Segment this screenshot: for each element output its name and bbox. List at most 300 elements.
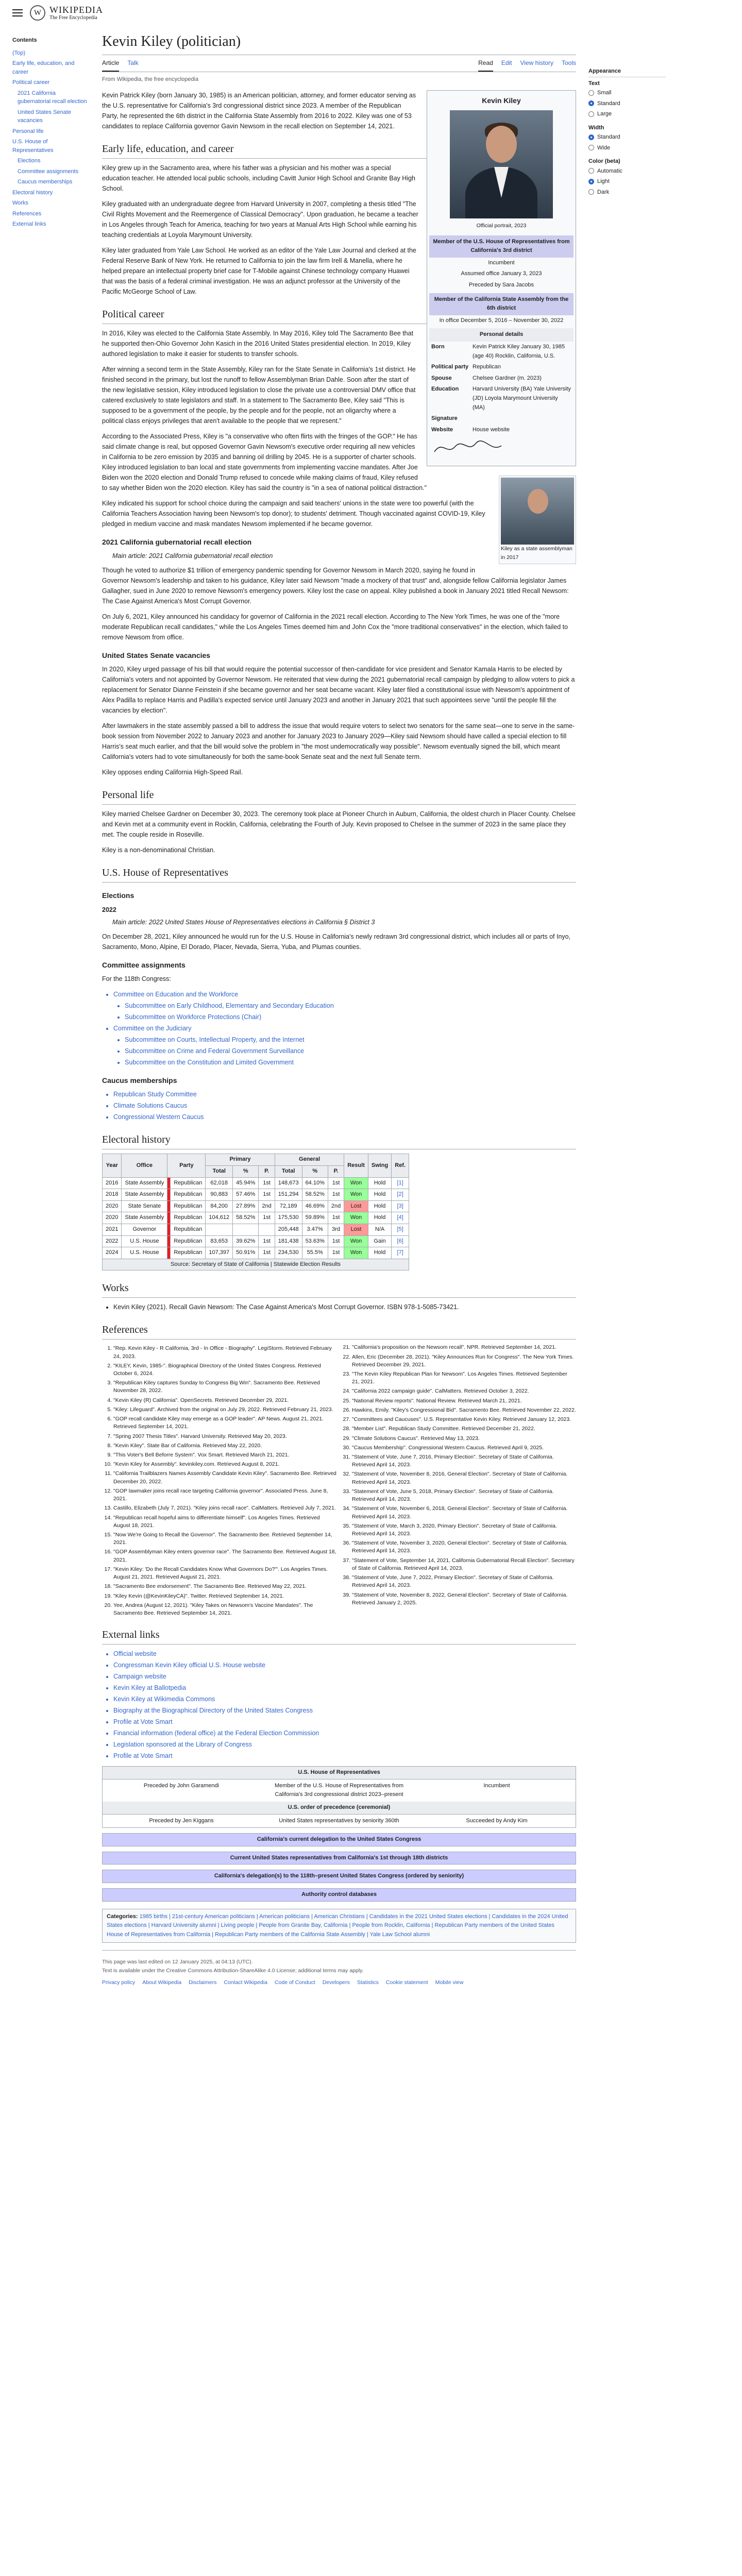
- reference-item[interactable]: 28. "Member List". Republican Study Committee. Retrieved December 21, 2022.: [352, 1425, 576, 1433]
- cell-value: 58.52%: [233, 1212, 259, 1224]
- cell-swing: Hold: [368, 1212, 391, 1224]
- toc-item[interactable]: Elections: [18, 158, 41, 164]
- radio-button-icon: [588, 179, 594, 184]
- table-subheader: %: [233, 1166, 259, 1178]
- tab-view-history[interactable]: View history: [520, 59, 553, 66]
- section-heading-personal-life: Personal life: [102, 787, 576, 805]
- assembly-photo[interactable]: [499, 476, 576, 564]
- category-item[interactable]: | Republican Party members of the California State Assembly: [210, 1931, 365, 1938]
- reference-item[interactable]: 19. "Kiley Kevin (@KevinKileyCA)". Twitter. Retrieved September 14, 2021.: [113, 1592, 338, 1600]
- toc-item[interactable]: Caucus memberships: [18, 179, 73, 185]
- toc-item[interactable]: United States Senate vacancies: [18, 109, 71, 124]
- infobox-row: [429, 425, 574, 436]
- portrait-photo[interactable]: [450, 110, 553, 218]
- cell-party[interactable]: Republican: [171, 1235, 206, 1247]
- reference-item[interactable]: 10. "Kevin Kiley for Assembly". kevinkiley.com. Retrieved August 8, 2021.: [113, 1461, 338, 1468]
- cell-party[interactable]: Republican: [171, 1177, 206, 1189]
- personal-details-band: Personal details: [429, 328, 574, 342]
- senate-paragraph: In 2020, Kiley urged passage of his bill that would require the potential successor of then-candidate for vice president and Senator Kamala Harris to be elected by California's voters and not appointed by Governor Newsom. He reiterated that view during the 2021 gubernatorial recall campaign by pledging to allow voters to pick a replacement for Senator Dianne Feinstein if she became governor and her seat became vacant. Kiley later filed a constitutional issue with Newsom's appointment of Alex Padilla to replace Harris and Padilla's expected service until January 2023 and another in January 2021 that such appointees serve "until the people fill the vacancies by election".: [102, 666, 575, 715]
- committee-item[interactable]: • Subcommittee on Courts, Intellectual Property, and the Internet: [125, 1035, 576, 1045]
- succession-preceded[interactable]: Preceded by John Garamendi: [103, 1779, 260, 1802]
- section-heading-committees: Committee assignments: [102, 960, 185, 969]
- infobox-incumbent: Incumbent: [488, 259, 515, 266]
- radio-button-icon: [588, 111, 594, 117]
- external-link-item[interactable]: • Legislation sponsored at the Library of Congress: [113, 1739, 576, 1750]
- cell-value: 1st: [328, 1247, 344, 1259]
- cell-result: Won: [344, 1189, 368, 1201]
- cell-office[interactable]: U.S. House: [122, 1247, 167, 1259]
- table-header: Swing: [368, 1154, 391, 1177]
- toc-item[interactable]: Political career: [12, 79, 50, 86]
- cell-party[interactable]: Republican: [171, 1189, 206, 1201]
- reference-item[interactable]: 13. Castillo, Elizabeth (July 7, 2021). "Kiley joins recall race". CalMatters. Retrieved July 7, 2021.: [113, 1504, 338, 1512]
- reference-item[interactable]: 12. "GOP lawmaker joins recall race targeting California governor". Associated Press. June 8, 2021.: [113, 1487, 338, 1503]
- cell-ref[interactable]: [5]: [392, 1224, 409, 1236]
- category-item[interactable]: | Living people: [216, 1922, 255, 1929]
- cell-value: 1st: [328, 1212, 344, 1224]
- cell-swing: Hold: [368, 1247, 391, 1259]
- toc-item[interactable]: Early life, education, and career: [12, 60, 75, 75]
- committee-intro: For the 118th Congress:: [102, 975, 171, 983]
- external-link-item[interactable]: • Kevin Kiley at Ballotpedia: [113, 1683, 576, 1693]
- table-header: Ref.: [392, 1154, 409, 1177]
- section-heading-electoral-history: Electoral history: [102, 1131, 576, 1149]
- portrait-caption: Official portrait, 2023: [476, 222, 527, 229]
- reference-item[interactable]: 31. "Statement of Vote, June 7, 2016, Primary Election". Secretary of State of California. Retrieved April 14, 2023.: [352, 1453, 576, 1469]
- committee-item[interactable]: • Subcommittee on Workforce Protections (Chair): [125, 1012, 576, 1022]
- cell-value: 107,397: [206, 1247, 233, 1259]
- cell-value: 57.46%: [233, 1189, 259, 1201]
- navbox: [102, 1888, 576, 1902]
- cell-ref[interactable]: [1]: [392, 1177, 409, 1189]
- footer-link[interactable]: Code of Conduct: [274, 1979, 315, 1986]
- infobox-assumed: Assumed office January 3, 2023: [461, 270, 542, 277]
- infobox-row-value: Republican: [473, 364, 501, 370]
- footer-link[interactable]: Disclaimers: [189, 1979, 217, 1986]
- footer-link[interactable]: Statistics: [357, 1979, 379, 1986]
- reference-item[interactable]: 14. "Republican recall hopeful aims to differentiate himself". Los Angeles Times. Retrieved August 18, 2021.: [113, 1514, 338, 1530]
- radio-button-icon: [588, 189, 594, 195]
- cell-party[interactable]: Republican: [171, 1247, 206, 1259]
- navbox-title[interactable]: California's delegation(s) to the 118th–present United States Congress (ordered by seniority): [103, 1870, 576, 1883]
- personal-life-paragraph: Kiley is a non-denominational Christian.: [102, 846, 215, 854]
- signature-image: [429, 437, 507, 458]
- text-size-option[interactable]: [588, 88, 666, 98]
- toc-item[interactable]: Electoral history: [12, 189, 53, 196]
- reference-item[interactable]: 38. "Statement of Vote, June 7, 2022, Primary Election". Secretary of State of California. Retrieved April 14, 2023.: [352, 1574, 576, 1589]
- table-subheader: Total: [206, 1166, 233, 1178]
- cell-party[interactable]: Republican: [171, 1200, 206, 1212]
- reference-item[interactable]: 7. "Spring 2007 Thesis Titles". Harvard University. Retrieved May 20, 2023.: [113, 1433, 338, 1440]
- category-item[interactable]: | Yale Law School alumni: [365, 1931, 430, 1938]
- cell-value: 46.69%: [302, 1200, 328, 1212]
- infobox-title: Kevin Kiley: [482, 96, 521, 105]
- infobox-row: [429, 373, 574, 384]
- external-link-item[interactable]: • Profile at Vote Smart: [113, 1751, 576, 1761]
- cell-ref[interactable]: [3]: [392, 1200, 409, 1212]
- reference-item[interactable]: 4. "Kevin Kiley (R) California". OpenSecrets. Retrieved December 29, 2021.: [113, 1397, 338, 1404]
- category-item[interactable]: | Republican Party members of the United States House of Representatives from California: [107, 1922, 554, 1938]
- table-row: [103, 1189, 409, 1201]
- cell-value: [233, 1224, 259, 1236]
- succession-box: [102, 1766, 576, 1828]
- text-size-option[interactable]: [588, 98, 666, 109]
- personal-life-paragraph: Kiley married Chelsee Gardner on December 30, 2023. The ceremony took place at Pioneer Church in Auburn, California, the oldest church in Placer County. Chelsee and Kevin met at a community event in Rocklin, California, celebrating the Fourth of July. Kevin proposed to Chelsee in the summer of 2023 in the same place they met. The couple reside in Roseville.: [102, 810, 576, 839]
- cell-value: 64.10%: [302, 1177, 328, 1189]
- reference-item[interactable]: 16. "GOP Assemblyman Kiley enters governor race". The Sacramento Bee. Retrieved August 18, 2021.: [113, 1548, 338, 1564]
- caucus-item[interactable]: • Republican Study Committee: [113, 1089, 576, 1099]
- category-item[interactable]: | Candidates in the 2024 United States elections: [107, 1913, 568, 1929]
- cell-value: 148,673: [275, 1177, 302, 1189]
- logo-tagline: The Free Encyclopedia: [49, 15, 97, 21]
- cell-swing: Hold: [368, 1200, 391, 1212]
- footer-link[interactable]: Privacy policy: [102, 1979, 136, 1986]
- early-life-paragraph: Kiley later graduated from Yale Law School. He worked as an editor of the Yale Law Journal and clerked at the Federal Reserve Bank of New York. He returned to California to join the law firm Irell & Manella, where he helped prepare an intellectual property brief case for T-Mobile against Chinese technology company Huawei that was the basis of a federal criminal investigation. He was an adjunct professor at the University of the Pacific McGeorge School of Law.: [102, 246, 416, 295]
- color-option[interactable]: [588, 166, 666, 177]
- reference-item[interactable]: 15. "Now We're Going to Recall the Governor". The Sacramento Bee. Retrieved September 14, 2021.: [113, 1531, 338, 1547]
- table-header: Year: [103, 1154, 122, 1177]
- succession-title: U.S. House of Representatives: [103, 1767, 576, 1779]
- table-subheader: P.: [328, 1166, 344, 1178]
- navbox-title[interactable]: Authority control databases: [103, 1889, 576, 1901]
- reference-item[interactable]: 9. "This Voter's Bell Beforre System". Vox Smart. Retrieved March 21, 2021.: [113, 1451, 338, 1459]
- cell-value: 1st: [328, 1177, 344, 1189]
- table-header: Party: [167, 1154, 206, 1177]
- political-career-paragraph: After winning a second term in the State Assembly, Kiley ran for the State Senate in California's 1st district. He finished second in the primary, but lost the runoff to fellow Assemblyman Brian Dahle. Soon after the start of the new legislative session, Kiley introduced legislation to close the private use a controversial DMV office that catered exclusively to state legislators and staff. In a statement to The Sacramento Bee, Kiley said "This is supposed to be a government of the people, by the people and for the people, not an oligarchy where a political class enjoys privileges that aren't available to the people that we represent.": [102, 365, 416, 425]
- reference-item[interactable]: 25. "National Review reports". National Review. Retrieved March 21, 2021.: [352, 1397, 576, 1405]
- infobox-office[interactable]: Member of the U.S. House of Representatives from California's 3rd district: [429, 235, 574, 258]
- main-content: [102, 26, 576, 1994]
- reference-item[interactable]: 32. "Statement of Vote, November 8, 2016, General Election". Secretary of State of California. Retrieved April 14, 2023.: [352, 1470, 576, 1486]
- text-size-option[interactable]: [588, 109, 666, 120]
- reference-item[interactable]: 22. Allen, Eric (December 28, 2021). "Kiley Announces Run for Congress". The New York Times. Retrieved December 29, 2021.: [352, 1353, 576, 1369]
- reference-item[interactable]: 26. Hawkins, Emily. "Kiley's Congressional Bid". Sacramento Bee. Retrieved November 22, 2022.: [352, 1406, 576, 1414]
- navbox-title[interactable]: Current United States representatives from California's 1st through 18th districts: [103, 1852, 576, 1865]
- infobox-row-value: Chelsee Gardner (m. 2023): [473, 375, 542, 381]
- infobox-row: [429, 362, 574, 373]
- category-item[interactable]: 1985 births: [139, 1913, 168, 1920]
- color-option[interactable]: [588, 176, 666, 187]
- reference-item[interactable]: 34. "Statement of Vote, November 6, 2018, General Election". Secretary of State of California. Retrieved April 14, 2023.: [352, 1505, 576, 1520]
- cell-year[interactable]: 2021: [103, 1224, 122, 1236]
- recall-paragraph: On July 6, 2021, Kiley announced his candidacy for governor of California in the 2021 recall election. According to The New York Times, he was one of the "more moderate Republican recall candidates," while the Los Angeles Times deemed him and John Cox the "more traditional conservatives" in the election, which failed to remove Newsom from office.: [102, 613, 568, 641]
- appearance-title: Appearance: [588, 67, 666, 77]
- footer-link[interactable]: Cookie statement: [385, 1979, 428, 1986]
- table-row: [103, 1235, 409, 1247]
- infobox-row-label: Education: [431, 386, 459, 393]
- radio-button-icon: [588, 134, 594, 140]
- page-tabs: [102, 55, 576, 72]
- cell-office[interactable]: U.S. House: [122, 1235, 167, 1247]
- cell-year[interactable]: 2016: [103, 1177, 122, 1189]
- cell-value: 1st: [259, 1235, 275, 1247]
- last-modified: This page was last edited on 12 January 2025, at 04:13 (UTC).: [102, 1959, 253, 1965]
- succession-succeeded-2[interactable]: Succeeded by Andy Kim: [418, 1814, 576, 1828]
- political-career-paragraph: According to the Associated Press, Kiley is "a conservative who often flirts with the fringes of the GOP." He has said climate change is real, but opposed Governor Gavin Newsom's executive order requiring all new vehicles in California to be zero emission by 2035 and banning oil drilling by 2045. He is a supporter of charter schools. Kiley introduced legislation to ban local and state governments from implementing vaccine mandates. After Joe Biden won the 2020 election and Donald Trump refused to concede while making claims of fraud, Kiley refused to say whether Biden won the 2020 election. Kiley has said the country is "in a sea of national political distraction.": [102, 432, 427, 492]
- toc-item[interactable]: 2021 California gubernatorial recall election: [18, 90, 87, 105]
- cell-ref[interactable]: [7]: [392, 1247, 409, 1259]
- cell-value: 1st: [328, 1235, 344, 1247]
- cell-value: 234,530: [275, 1247, 302, 1259]
- cell-swing: Hold: [368, 1177, 391, 1189]
- cell-value: 83,653: [206, 1235, 233, 1247]
- reference-item[interactable]: 23. "The Kevin Kiley Republican Plan for Newsom". Los Angeles Times. Retrieved September 21, 2021.: [352, 1370, 576, 1386]
- reference-item[interactable]: 3. "Republican Kiley captures Sunday to Congress Big Win". Sacramento Bee. Retrieved November 28, 2022.: [113, 1379, 338, 1395]
- reference-item[interactable]: 2. "KILEY, Kevin, 1985-". Biographical Directory of the United States Congress. Retrieved October 6, 2024.: [113, 1362, 338, 1378]
- section-heading-senate: United States Senate vacancies: [102, 651, 211, 659]
- width-option[interactable]: [588, 143, 666, 154]
- cell-value: 59.89%: [302, 1212, 328, 1224]
- navbox-title[interactable]: California's current delegation to the United States Congress: [103, 1834, 576, 1846]
- cell-office[interactable]: State Assembly: [122, 1177, 167, 1189]
- toc-item[interactable]: Committee assignments: [18, 168, 78, 175]
- color-option[interactable]: [588, 187, 666, 198]
- logo-wordmark: WIKIPEDIA: [49, 4, 103, 15]
- color-option-label: Automatic: [597, 167, 622, 174]
- table-row: [103, 1177, 409, 1189]
- tab-read[interactable]: Read: [478, 58, 493, 72]
- cell-value: 151,294: [275, 1189, 302, 1201]
- cell-year[interactable]: 2018: [103, 1189, 122, 1201]
- width-option[interactable]: [588, 132, 666, 143]
- article-body: [102, 90, 576, 1994]
- cell-value: 58.52%: [302, 1189, 328, 1201]
- cell-value: 45.94%: [233, 1177, 259, 1189]
- toc-item[interactable]: Works: [12, 200, 28, 206]
- cell-result: Won: [344, 1235, 368, 1247]
- succession-office[interactable]: Member of the U.S. House of Representatives from California's 3rd congressional district 2023–present: [260, 1779, 418, 1802]
- radio-button-icon: [588, 100, 594, 106]
- caucus-item[interactable]: • Climate Solutions Caucus: [113, 1100, 576, 1111]
- reference-item[interactable]: 21. "California's proposition on the Newsom recall". NPR. Retrieved September 14, 2021.: [352, 1344, 576, 1351]
- cell-ref[interactable]: [2]: [392, 1189, 409, 1201]
- cell-value: 72,189: [275, 1200, 302, 1212]
- reference-item[interactable]: 5. "Kiley: Lifeguard". Archived from the original on July 29, 2022. Retrieved February 21, 2023.: [113, 1406, 338, 1414]
- cell-year[interactable]: 2020: [103, 1212, 122, 1224]
- text-size-label: Text: [588, 80, 600, 87]
- reference-item[interactable]: 35. "Statement of Vote, March 3, 2020, Primary Election". Secretary of State of California. Retrieved April 14, 2023.: [352, 1522, 576, 1538]
- cell-office[interactable]: Governor: [122, 1224, 167, 1236]
- category-item[interactable]: | Candidates in the 2021 United States elections: [364, 1913, 487, 1920]
- main-menu-icon[interactable]: [12, 9, 23, 16]
- license-note[interactable]: Text is available under the Creative Commons Attribution-ShareAlike 4.0 License; additional terms may apply.: [102, 1968, 364, 1974]
- reference-item[interactable]: 33. "Statement of Vote, June 5, 2018, Primary Election". Secretary of State of California. Retrieved April 14, 2023.: [352, 1488, 576, 1503]
- infobox-row: [429, 342, 574, 362]
- committee-item[interactable]: • Subcommittee on Crime and Federal Government Surveillance: [125, 1046, 576, 1056]
- category-item[interactable]: | 21st-century American politicians: [167, 1913, 255, 1920]
- cell-value: 90,883: [206, 1189, 233, 1201]
- assembly-photo-caption: Kiley as a state assemblyman in 2017: [501, 545, 572, 561]
- section-heading-references: References: [102, 1321, 576, 1340]
- toc-item[interactable]: References: [12, 210, 42, 217]
- toc-title: Contents: [12, 37, 37, 43]
- reference-item[interactable]: 24. "California 2022 campaign guide". CalMatters. Retrieved October 3, 2022.: [352, 1387, 576, 1395]
- reference-item[interactable]: 29. "Climate Solutions Caucus". Retrieved May 13, 2023.: [352, 1435, 576, 1443]
- section-heading-recall: 2021 California gubernatorial recall election: [102, 537, 252, 546]
- navbox: [102, 1852, 576, 1865]
- infobox-row-label: Spouse: [431, 375, 452, 381]
- radio-button-icon: [588, 90, 594, 96]
- table-subheader: P.: [259, 1166, 275, 1178]
- footer-link[interactable]: About Wikipedia: [142, 1979, 182, 1986]
- external-link-item[interactable]: • Campaign website: [113, 1671, 576, 1682]
- reference-item[interactable]: 17. "Kevin Kiley: 'Do the Recall Candidates Know What Governors Do?'". Los Angeles Times. August 21, 2021. Retrieved August 21, 2021.: [113, 1566, 338, 1581]
- section-heading-early-life: Early life, education, and career: [102, 141, 576, 159]
- category-item[interactable]: | Harvard University alumni: [146, 1922, 216, 1929]
- category-item[interactable]: | American Christians: [309, 1913, 365, 1920]
- cell-value: 2nd: [259, 1200, 275, 1212]
- site-header: [0, 0, 742, 26]
- footer-link[interactable]: Mobile view: [435, 1979, 464, 1986]
- cell-value: 27.89%: [233, 1200, 259, 1212]
- succession-preceded-2[interactable]: Preceded by Jen Kiggans: [103, 1814, 260, 1828]
- senate-paragraph: Kiley opposes ending California High-Speed Rail.: [102, 769, 243, 776]
- table-header: Primary: [206, 1154, 275, 1166]
- committee-item[interactable]: • Subcommittee on Early Childhood, Elementary and Secondary Education: [125, 1001, 576, 1011]
- electoral-history-table: [102, 1154, 409, 1270]
- committee-item[interactable]: • Subcommittee on the Constitution and Limited Government: [125, 1057, 576, 1067]
- cell-value: [206, 1224, 233, 1236]
- cell-value: 175,530: [275, 1212, 302, 1224]
- external-link-item[interactable]: • Kevin Kiley at Wikimedia Commons: [113, 1694, 576, 1704]
- categories-label: Categories:: [107, 1913, 138, 1920]
- electoral-source[interactable]: Source: Secretary of State of California | Statewide Election Results: [103, 1259, 409, 1270]
- cell-value: 3rd: [328, 1224, 344, 1236]
- cell-value: 205,448: [275, 1224, 302, 1236]
- political-career-paragraph: Kiley indicated his support for school choice during the campaign and said teachers' unions in the state were too powerful (with the California Teachers Association having been Newsom's top donor); to students' detriment. Though vaccinated against COVID-19, Kiley pledged in medium vaccine and mask mandates Newsom implemented if he became governor.: [102, 499, 485, 528]
- reference-item[interactable]: 18. "Sacramento Bee endorsement". The Sacramento Bee. Retrieved May 22, 2021.: [113, 1583, 338, 1590]
- reference-item[interactable]: 30. "Caucus Membership". Congressional Western Caucus. Retrieved April 9, 2025.: [352, 1444, 576, 1452]
- external-link-item[interactable]: • Official website: [113, 1649, 576, 1659]
- text-size-option-label: Large: [597, 111, 612, 117]
- cell-party[interactable]: Republican: [171, 1212, 206, 1224]
- table-of-contents: [12, 26, 90, 1994]
- cell-year[interactable]: 2020: [103, 1200, 122, 1212]
- external-link-item[interactable]: • Congressman Kevin Kiley official U.S. House website: [113, 1660, 576, 1670]
- infobox-row: [429, 384, 574, 413]
- cell-result: Won: [344, 1212, 368, 1224]
- caucus-list: [102, 1089, 576, 1122]
- toc-item[interactable]: External links: [12, 221, 46, 227]
- tab-edit[interactable]: Edit: [501, 59, 512, 66]
- tab-tools[interactable]: Tools: [561, 59, 576, 66]
- external-link-item[interactable]: • Financial information (federal office) at the Federal Election Commission: [113, 1728, 576, 1738]
- cell-value: 2nd: [328, 1200, 344, 1212]
- external-link-item[interactable]: • Profile at Vote Smart: [113, 1717, 576, 1727]
- works-item: • Kevin Kiley (2021). Recall Gavin Newsom: The Case Against America's Most Corrupt Governor. ISBN 978-1-5085-73421.: [113, 1302, 576, 1312]
- infobox-term-2: In office December 5, 2016 – November 30, 2022: [439, 317, 564, 324]
- cell-party[interactable]: Republican: [171, 1224, 206, 1236]
- table-subheader: Total: [275, 1166, 302, 1178]
- cell-result: Won: [344, 1177, 368, 1189]
- reference-item[interactable]: 1. "Rep. Kevin Kiley - R California, 3rd - In Office - Biography". LegiStorm. Retrieved February 24, 2023.: [113, 1345, 338, 1360]
- committee-item[interactable]: • Committee on Education and the Workforce: [113, 989, 576, 999]
- cell-swing: Gain: [368, 1235, 391, 1247]
- infobox-row: [429, 413, 574, 425]
- cell-value: 55.5%: [302, 1247, 328, 1259]
- width-option-label: Standard: [597, 134, 620, 140]
- cell-year[interactable]: 2022: [103, 1235, 122, 1247]
- external-links-list: [102, 1649, 576, 1761]
- footer-link[interactable]: Developers: [322, 1979, 350, 1986]
- section-heading-political-career: Political career: [102, 306, 576, 324]
- tab-article[interactable]: Article: [102, 58, 119, 72]
- early-life-paragraph: Kiley grew up in the Sacramento area, where his father was a physician and his mother was a special education teacher. He attended local public schools, including Cavitt Junior High School and Granite Bay High School.: [102, 164, 416, 192]
- reference-item[interactable]: 27. "Committees and Caucuses". U.S. Representative Kevin Kiley. Retrieved January 12, 2023.: [352, 1416, 576, 1423]
- caucus-item[interactable]: • Congressional Western Caucus: [113, 1112, 576, 1122]
- table-row: [103, 1247, 409, 1259]
- radio-button-icon: [588, 168, 594, 174]
- cell-ref[interactable]: [6]: [392, 1235, 409, 1247]
- elections-hatnote[interactable]: Main article: 2022 United States House of Representatives elections in California § District 3: [112, 918, 375, 926]
- reference-item[interactable]: 6. "GOP recall candidate Kiley may emerge as a GOP leader". AP News. August 21, 2021. Retrieved September 14, 2021.: [113, 1415, 338, 1431]
- committee-item[interactable]: • Committee on the Judiciary: [113, 1023, 576, 1033]
- infobox-row-value: Kevin Patrick Kiley January 30, 1985 (age 40) Rocklin, California, U.S.: [473, 344, 565, 359]
- color-option-label: Light: [597, 178, 610, 184]
- category-item[interactable]: | American politicians: [255, 1913, 310, 1920]
- references-list: [102, 1344, 576, 1617]
- cell-result: Lost: [344, 1200, 368, 1212]
- width-label: Width: [588, 124, 604, 131]
- senate-paragraph: After lawmakers in the state assembly passed a bill to address the issue that would require voters to select two senators for the same seat—one to serve in the same-book session from November 2022 to January 2023 and another for January 2023 to January 2029—Kiley said Newsom should have called a special election to fill Harris's seat much earlier, and that the bill would solve the problem in "the most undemocratically way possible". Newsom eventually signed the bill, which meant California's voters had to vote simultaneously for both the same-book Senate seat and the next full Senate term.: [102, 722, 575, 761]
- elections-year: 2022: [102, 906, 116, 913]
- cell-office[interactable]: State Assembly: [122, 1189, 167, 1201]
- page-title: Kevin Kiley (politician): [102, 26, 576, 55]
- succession-title-2: U.S. order of precedence (ceremonial): [103, 1802, 576, 1814]
- recall-paragraph: Though he voted to authorize $1 trillion of emergency pandemic spending for Governor Newsom in March 2020, saying he found in Governor Newsom's leadership and taken to his guidance, Kiley later said Newsom "made a mockery of that trust" and, alongside fellow California legislator James Gallagher, sued in June 2020 to remove Newsom's emergency powers. Kiley lost the case on appeal. Kiley published a book in January 2021 titled Recall Newsom: The Case Against America's Most Corrupt Governor.: [102, 566, 569, 605]
- infobox-row-value: Harvard University (BA) Yale University (JD) Loyola Marymount University (MA): [473, 386, 571, 411]
- appearance-panel: [588, 26, 666, 1994]
- external-link-item[interactable]: • Biography at the Biographical Directory of the United States Congress: [113, 1705, 576, 1716]
- reference-item[interactable]: 39. "Statement of Vote, November 8, 2022, General Election". Secretary of State of California. Retrieved January 2, 2025.: [352, 1591, 576, 1607]
- category-item[interactable]: | People from Rocklin, California: [347, 1922, 430, 1929]
- cell-value: 104,612: [206, 1212, 233, 1224]
- reference-item[interactable]: 20. Yee, Andrea (August 12, 2021). "Kiley Takes on Newsom's Vaccine Mandates". The Sacramento Bee. Retrieved September 14, 2021.: [113, 1602, 338, 1617]
- text-size-option-label: Small: [597, 90, 612, 96]
- reference-item[interactable]: 36. "Statement of Vote, November 3, 2020, General Election". Secretary of State of California. Retrieved April 14, 2023.: [352, 1539, 576, 1555]
- tab-talk[interactable]: Talk: [127, 59, 139, 66]
- reference-item[interactable]: 37. "Statement of Vote, September 14, 2021, California Gubernatorial Recall Election". Secretary of State of California. Retrieved April 14, 2023.: [352, 1557, 576, 1572]
- cell-ref[interactable]: [4]: [392, 1212, 409, 1224]
- infobox-row-value[interactable]: House website: [473, 426, 510, 433]
- wikipedia-logo[interactable]: [30, 5, 103, 21]
- cell-value: [259, 1224, 275, 1236]
- color-label: Color (beta): [588, 158, 620, 164]
- cell-result: Lost: [344, 1224, 368, 1236]
- recall-hatnote[interactable]: Main article: 2021 California gubernatorial recall election: [112, 552, 273, 560]
- reference-item[interactable]: 11. "California Trailblazers Names Assembly Candidate Kevin Kiley". Sacramento Bee. Retrieved December 20, 2022.: [113, 1470, 338, 1485]
- cell-office[interactable]: State Senate: [122, 1200, 167, 1212]
- cell-value: 39.62%: [233, 1235, 259, 1247]
- political-career-paragraph: In 2016, Kiley was elected to the California State Assembly. In May 2016, Kiley told The Sacramento Bee that he supported then-Ohio Governor John Kasich in the 2016 United States presidential election. In 2019, Kiley authored legislation to make it easier for students to transfer schools.: [102, 329, 414, 358]
- cell-office[interactable]: State Assembly: [122, 1212, 167, 1224]
- text-size-option-label: Standard: [597, 100, 620, 107]
- cell-value: 3.47%: [302, 1224, 328, 1236]
- cell-value: 53.63%: [302, 1235, 328, 1247]
- footer-link[interactable]: Contact Wikipedia: [224, 1979, 267, 1986]
- toc-item[interactable]: Personal life: [12, 128, 44, 134]
- reference-item[interactable]: 8. "Kevin Kiley". State Bar of California. Retrieved May 22, 2020.: [113, 1442, 338, 1450]
- toc-item[interactable]: U.S. House of Representatives: [12, 139, 54, 154]
- succession-office-2[interactable]: United States representatives by seniority 360th: [260, 1814, 418, 1828]
- toc-item[interactable]: (Top): [12, 49, 26, 56]
- table-header: Result: [344, 1154, 368, 1177]
- infobox-row-label: Political party: [431, 364, 469, 370]
- category-item[interactable]: | People from Granite Bay, California: [254, 1922, 348, 1929]
- infobox-office-2[interactable]: Member of the California State Assembly from the 6th district: [429, 293, 574, 315]
- infobox-preceded[interactable]: Preceded by Sara Jacobs: [469, 282, 534, 289]
- cell-year[interactable]: 2024: [103, 1247, 122, 1259]
